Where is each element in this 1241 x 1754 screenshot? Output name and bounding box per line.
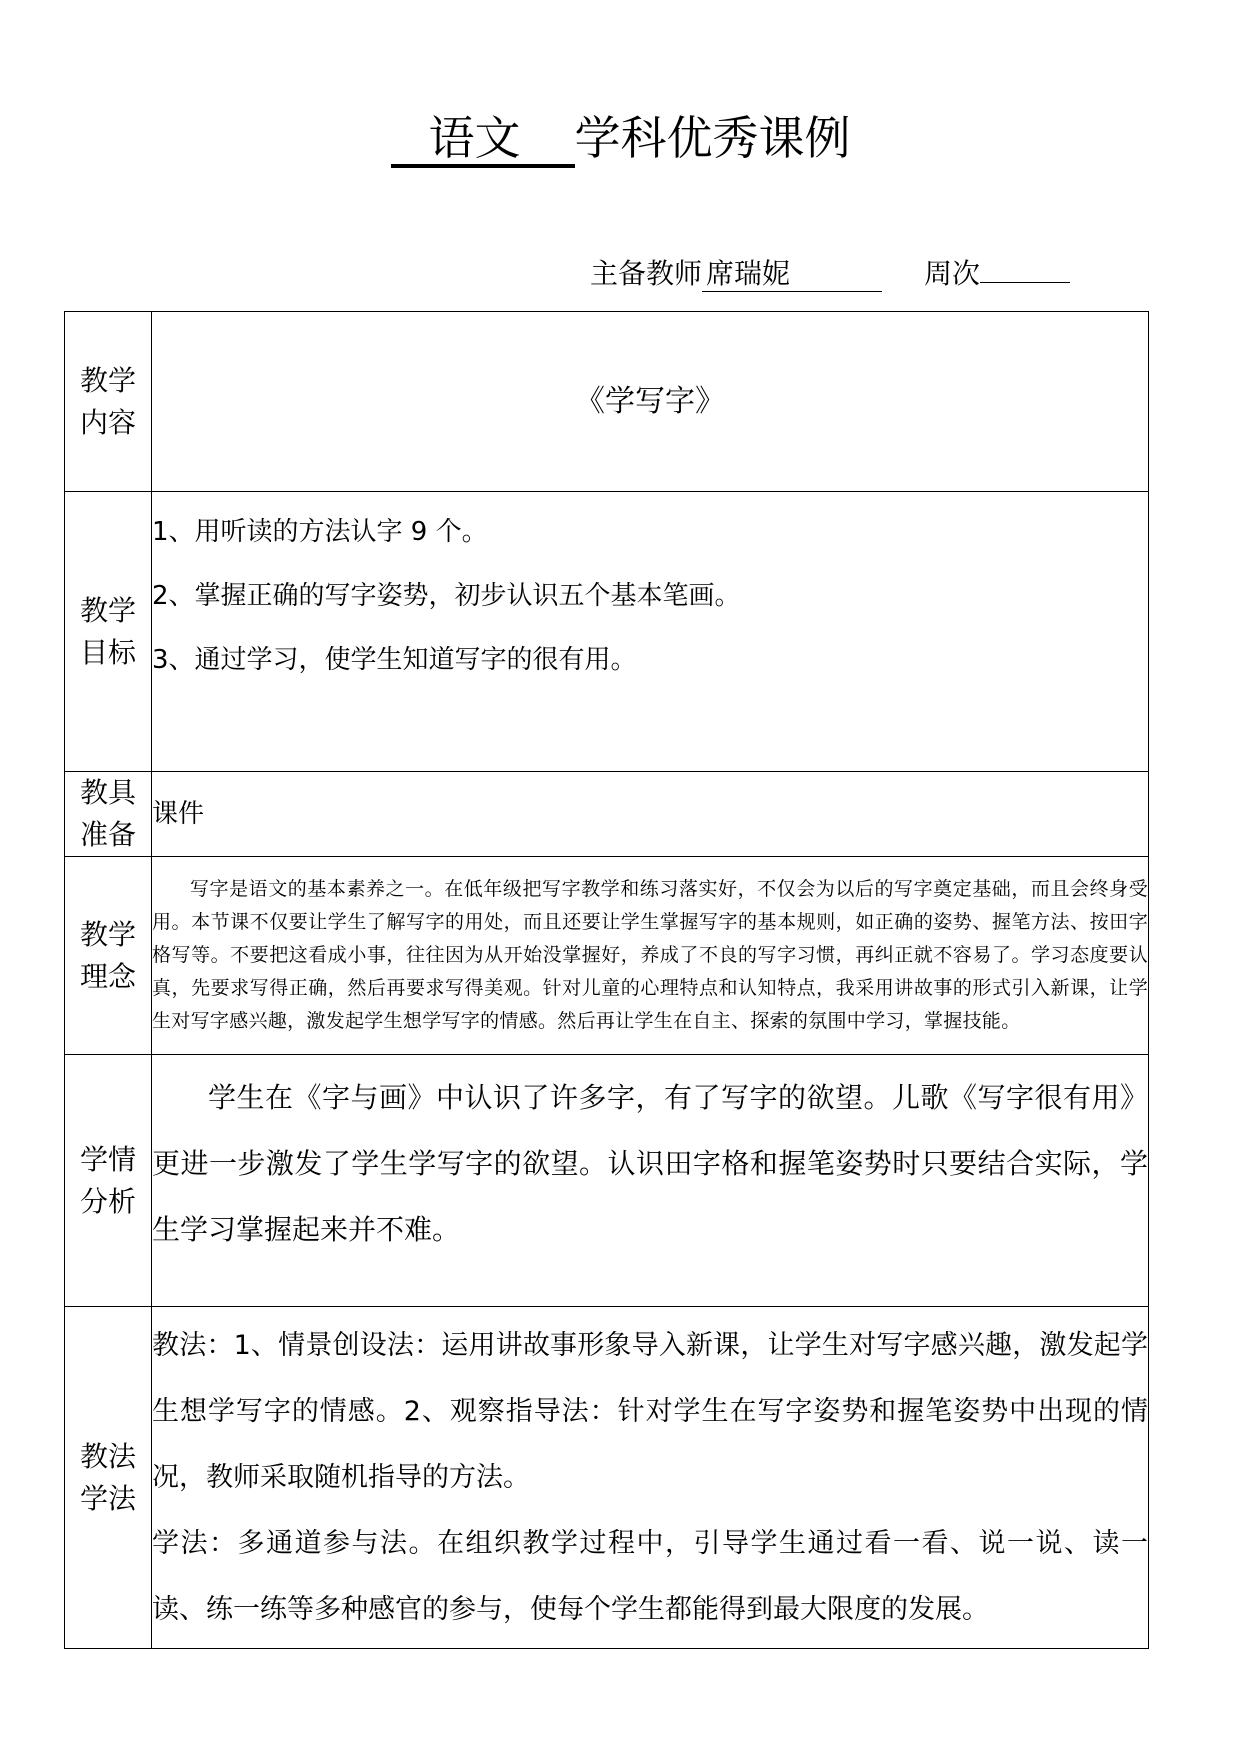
label-methods: [65, 1307, 152, 1649]
label-line: 教学: [79, 363, 136, 397]
label-line: 教学: [79, 917, 136, 951]
tools-text: 课件: [152, 772, 1149, 857]
row-philosophy: [65, 857, 1149, 1055]
label-tools: [65, 772, 152, 857]
analysis-cell: [152, 1055, 1149, 1307]
week-label: 周次: [924, 257, 981, 290]
row-content: [65, 312, 1149, 492]
goal-item: 3、通过学习，使学生知道写字的很有用。: [152, 645, 637, 675]
label-philosophy: [65, 857, 152, 1055]
goal-item: 1、用听读的方法认字 9 个。: [152, 517, 488, 547]
row-methods: [65, 1307, 1149, 1649]
page-title: [0, 108, 1241, 168]
label-line: 目标: [79, 635, 136, 669]
label-goals: [65, 492, 152, 772]
teacher-label: 主备教师: [590, 257, 703, 290]
label-line: 内容: [79, 405, 136, 439]
philosophy-text: 写字是语文的基本素养之一。在低年级把写字教学和练习落实好，不仅会为以后的写字奠定基础，而且会终身受用。本节课不仅要让学生了解写字的用处，而且还要让学生掌握写字的基本规则，如正确的姿势、握笔方法、按田字格写等。不要把这看成小事，往往因为从开始没掌握好，养成了不良的写字习惯，再纠正就不容易了。学习态度要认真，先要求写得正确，然后再要求写得美观。针对儿童的心理特点和认知特点，我采用讲故事的形式引入新课，让学生对写字感兴趣，激发起学生想学写字的情感。然后再让学生在自主、探索的氛围中学习，掌握技能。: [152, 878, 1148, 1032]
teaching-method-text: 教法：1、情景创设法：运用讲故事形象导入新课，让学生对写字感兴趣，激发起学生想学写字的情感。2、观察指导法：针对学生在写字姿势和握笔姿势中出现的情况，教师采取随机指导的方法。: [152, 1330, 1148, 1493]
methods-cell: [152, 1307, 1149, 1649]
label-line: 学法: [79, 1481, 136, 1515]
row-tools: [65, 772, 1149, 857]
learning-method-text: 学法：多通道参与法。在组织教学过程中，引导学生通过看一看、说一说、读一读、练一练等多种感官的参与，使每个学生都能得到最大限度的发展。: [152, 1528, 1148, 1625]
label-line: 理念: [79, 959, 136, 993]
label-line: 准备: [79, 818, 136, 851]
teacher-name: 席瑞妮: [702, 257, 882, 292]
subject-name: 语文: [391, 112, 575, 168]
title-suffix: 学科优秀课例: [574, 111, 851, 165]
philosophy-cell: [152, 857, 1149, 1055]
week-blank: [980, 252, 1070, 283]
row-goals: [65, 492, 1149, 772]
analysis-text: 学生在《字与画》中认识了许多字，有了写字的欲望。儿歌《写字很有用》更进一步激发了学生学写字的欲望。认识田字格和握笔姿势时只要结合实际，学生学习掌握起来并不难。: [152, 1081, 1148, 1246]
label-line: 教法: [79, 1439, 136, 1473]
label-content: [65, 312, 152, 492]
label-line: 学情: [79, 1142, 136, 1176]
lesson-topic: 《学写字》: [152, 312, 1149, 492]
label-line: 教学: [79, 593, 136, 627]
lesson-meta: [590, 252, 1070, 294]
label-line: 分析: [79, 1184, 136, 1218]
goals-list: [152, 492, 1149, 772]
lesson-plan-table: [64, 311, 1149, 1649]
label-line: 教具: [79, 776, 136, 809]
row-analysis: [65, 1055, 1149, 1307]
goal-item: 2、掌握正确的写字姿势，初步认识五个基本笔画。: [152, 581, 741, 611]
label-analysis: [65, 1055, 152, 1307]
